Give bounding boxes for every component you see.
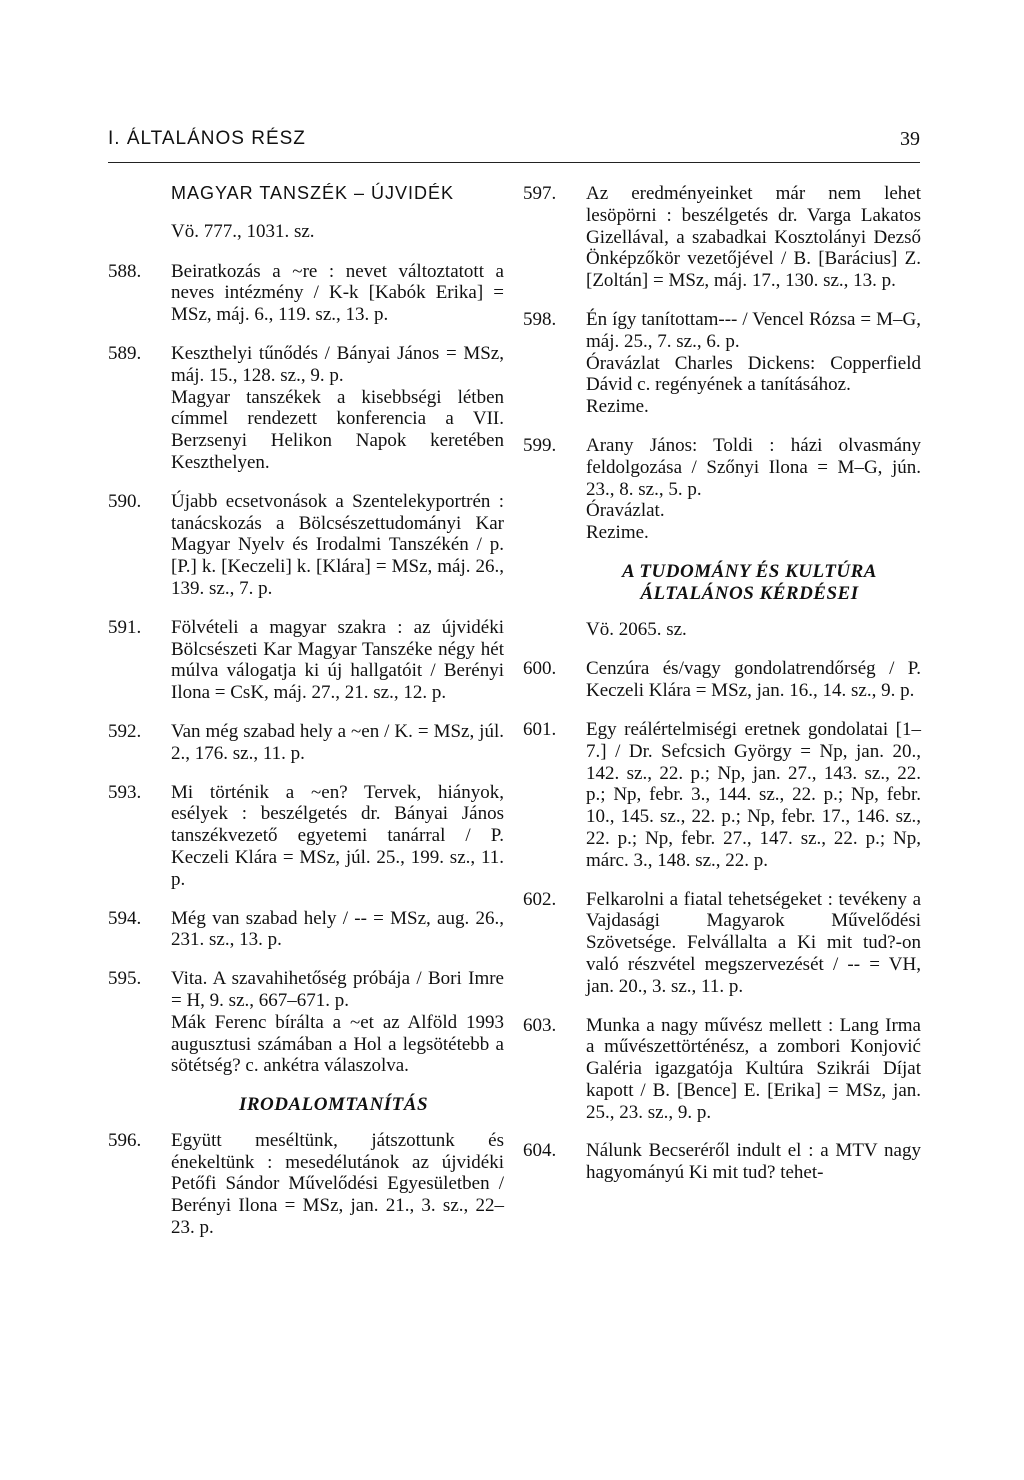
entry-text: Fölvételi a magyar szakra : az újvidéki Bölcsészeti Kar Magyar Tanszéke négy hét múlva válogatja ki új hallgatóit / Berényi Ilona = CsK, máj. 27., 21. sz., 12. p. — [171, 616, 504, 704]
section-title: A TUDOMÁNY ÉS KULTÚRA — [622, 560, 877, 582]
entry-number: 604. — [523, 1140, 557, 1162]
entry — [523, 889, 921, 998]
entry — [108, 721, 504, 765]
entry — [523, 1015, 921, 1124]
entry-text: Az eredményeinket már nem lehet lesöpörni : beszélgetés dr. Varga Lakatos Gizellával, a szabadkai Kosztolányi Dezső Önképzőkör vezetőjével / B. [Barácius] Z. [Zoltán] = MSz, máj. 17., 130. sz., 13. p. — [586, 183, 921, 292]
entry-text: Én így tanítottam--- / Vencel Rózsa = M–G, máj. 25., 7. sz., 6. p. — [586, 308, 921, 352]
entry-number: 593. — [108, 781, 142, 803]
entry-number: 600. — [523, 658, 557, 680]
running-title: I. ÁLTALÁNOS RÉSZ — [108, 128, 306, 149]
entry — [523, 435, 921, 544]
left-column — [108, 183, 504, 1256]
entry-number: 599. — [523, 434, 557, 456]
entry-text: Egy reálértelmiségi eretnek gondolatai [1–7.] / Dr. Sefcsich György = Np, jan. 20., 142. sz., 22. p.; Np, jan. 27., 143. sz., 22. p.; Np, febr. 3., 144. sz., 22. p.; Np, febr. 10., 145. sz., 22. p.; Np, febr. 17., 146. sz., 22. p.; Np, febr. 27., 147. sz., 22. p.; Np, márc. 3., 148. sz., 22. p. — [586, 718, 921, 871]
entry — [108, 261, 504, 326]
entry-text: Arany János: Toldi : házi olvasmány feldolgozása / Szőnyi Ilona = M–G, jún. 23., 8. sz., 5. p. — [586, 434, 921, 500]
entry-text: Nálunk Becseréről indult el : a MTV nagy hagyományú Ki mit tud? tehet- — [586, 1140, 921, 1184]
entry-number: 589. — [108, 342, 142, 364]
see-also: Vö. 777., 1031. sz. — [171, 220, 315, 242]
entry-text: Cenzúra és/vagy gondolatrendőrség / P. Keczeli Klára = MSz, jan. 16., 14. sz., 9. p. — [586, 658, 921, 702]
entry-number: 595. — [108, 968, 142, 990]
entry-number: 591. — [108, 616, 142, 638]
entry-number: 598. — [523, 308, 557, 330]
section-title: MAGYAR TANSZÉK – ÚJVIDÉK — [171, 183, 455, 203]
entry-text: Felkarolni a fiatal tehetségeket : tevékeny a Vajdasági Magyarok Művelődési Szövetsége. Felvállalta a Ki mit tud?-on való részvétel megszervezését / -- = VH, jan. 20., 3. sz., 11. p. — [586, 888, 921, 997]
entry-text: Vita. A szavahihetőség próbája / Bori Imre = H, 9. sz., 667–671. p. — [171, 968, 504, 1011]
entry — [108, 1130, 504, 1239]
entry-text: Mi történik a ~en? Tervek, hiányok, esélyek : beszélgetés dr. Bányai János tanszékvezető egyetemi tanárral / P. Keczeli Klára = MSz, júl. 25., 199. sz., 11. p. — [171, 781, 504, 890]
entry-number: 601. — [523, 718, 557, 740]
entry — [108, 343, 504, 474]
entry-text: Munka a nagy művész mellett : Lang Irma a művészettörténész, a zombori Konjović Galéria igazgatója Kultúra Szikrái Díjat kapott / B. [Bence] E. [Erika] = MSz, jan. 25., 23. sz., 9. p. — [586, 1014, 921, 1123]
entry-note: Óravázlat Charles Dickens: Copperfield Dávid c. regényének a tanításához. — [586, 352, 921, 396]
entry-number: 590. — [108, 490, 142, 512]
entry — [108, 908, 504, 952]
entry — [523, 719, 921, 872]
section-title: ÁLTALÁNOS KÉRDÉSEI — [640, 582, 859, 604]
entry-note: Magyar tanszékek a kisebbségi létben címmel rendezett konferencia a VII. Berzsenyi Helikon Napok keretében Keszthelyen. — [171, 386, 504, 473]
entry-text: Beiratkozás a ~re : nevet változtatott a neves intézmény / K-k [Kabók Erika] = MSz, máj. 6., 119. sz., 13. p. — [171, 260, 504, 326]
section-title: IRODALOMTANÍTÁS — [238, 1094, 429, 1116]
entry — [108, 491, 504, 600]
entry-text: Keszthelyi tűnődés / Bányai János = MSz, máj. 15., 128. sz., 9. p. — [171, 342, 504, 386]
entry-text: Együtt meséltünk, játszottunk és énekeltünk : mesedélutánok az újvidéki Petőfi Sándor Művelődési Egyesületben / Berényi Ilona = MSz, jan. 21., 3. sz., 22–23. p. — [171, 1129, 504, 1239]
entry-text: Még van szabad hely / -- = MSz, aug. 26., 231. sz., 13. p. — [171, 907, 504, 951]
entry — [523, 309, 921, 418]
see-also: Vö. 2065. sz. — [586, 618, 687, 640]
entry — [108, 968, 504, 1077]
entry — [523, 658, 921, 702]
entry-number: 594. — [108, 907, 142, 929]
entry-number: 592. — [108, 720, 142, 742]
entry-note: Óravázlat. — [586, 500, 665, 522]
entry-number: 603. — [523, 1014, 557, 1036]
entry-note: Rezime. — [586, 522, 649, 544]
entry-note: Rezime. — [586, 396, 649, 418]
entry — [523, 183, 921, 292]
entry-number: 602. — [523, 888, 557, 910]
entry — [108, 617, 504, 704]
entry-number: 596. — [108, 1129, 142, 1151]
page-number: 39 — [900, 128, 920, 150]
right-column — [523, 183, 921, 1201]
entry-number: 588. — [108, 260, 142, 282]
entry-number: 597. — [523, 183, 557, 204]
running-header — [108, 128, 920, 163]
entry-text: Van még szabad hely a ~en / K. = MSz, júl. 2., 176. sz., 11. p. — [171, 720, 504, 764]
entry — [523, 1140, 921, 1184]
entry-note: Mák Ferenc bírálta a ~et az Alföld 1993 augusztusi számában a Hol a legsötétebb a sötétség? c. ankétra válaszolva. — [171, 1011, 504, 1077]
entry — [108, 782, 504, 891]
entry-text: Újabb ecsetvonások a Szentelekyportrén : tanácskozás a Bölcsészettudományi Kar Magyar Nyelv és Irodalmi Tanszékén / p. [P.] k. [Keczeli] k. [Klára] = MSz, máj. 26., 139. sz., 7. p. — [171, 490, 504, 599]
